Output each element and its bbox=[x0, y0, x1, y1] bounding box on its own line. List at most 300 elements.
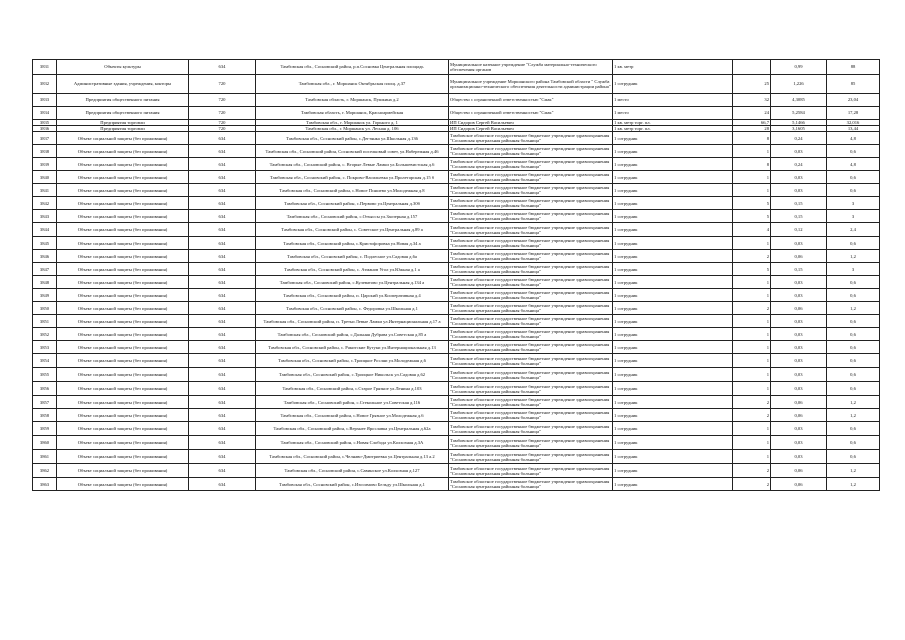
norm-coefficient: 0,06 bbox=[771, 396, 827, 409]
table-row bbox=[33, 210, 880, 223]
table-row bbox=[33, 145, 880, 158]
owner-name: Тамбовское областное государственное бюджетное учреждение здравоохранения "Сосновская центральная районная больница" bbox=[449, 368, 613, 382]
measure-unit: 1 сотрудник bbox=[613, 450, 733, 464]
table-row bbox=[33, 450, 880, 464]
owner-name: Тамбовское областное государственное бюджетное учреждение здравоохранения "Сосновская центральная районная больница" bbox=[449, 158, 613, 171]
measure-unit: 1 сотрудник bbox=[613, 145, 733, 158]
unit-count: 2 bbox=[733, 250, 771, 263]
unit-count: 2 bbox=[733, 302, 771, 315]
row-number: 3854 bbox=[33, 354, 57, 368]
object-address: Тамбовская область, г. Моршанск, Пушкина д.2 bbox=[256, 94, 449, 107]
owner-name: Тамбовское областное государственное бюджетное учреждение здравоохранения "Сосновская центральная районная больница" bbox=[449, 409, 613, 422]
measure-unit: 1 сотрудник bbox=[613, 263, 733, 276]
norm-coefficient: 1,226 bbox=[771, 75, 827, 94]
object-code: 720 bbox=[189, 107, 256, 120]
measure-unit: 1 место bbox=[613, 107, 733, 120]
object-address: Тамбовская обл., Сосновский район, с.Троицкое Росляи ул.Молодежная д.6 bbox=[256, 354, 449, 368]
owner-name: Тамбовское областное государственное бюджетное учреждение здравоохранения "Сосновская центральная районная больница" bbox=[449, 263, 613, 276]
annual-volume: 1,2 bbox=[827, 396, 880, 409]
object-address: Тамбовская обл., Сосновский район, с.Троицкое Никольск ул.Садовая д.62 bbox=[256, 368, 449, 382]
owner-name: Тамбовское областное государственное бюджетное учреждение здравоохранения "Сосновская центральная районная больница" bbox=[449, 382, 613, 396]
object-address: Тамбовская обл., Сосновский район, с.Кристофоровка ул.Новая д.34 а bbox=[256, 237, 449, 250]
object-type: Объект социальной защиты (без проживания) bbox=[57, 210, 189, 223]
table-row bbox=[33, 396, 880, 409]
unit-count: 5 bbox=[733, 263, 771, 276]
table-row bbox=[33, 237, 880, 250]
annual-volume: 4,8 bbox=[827, 158, 880, 171]
annual-volume: 4,8 bbox=[827, 132, 880, 145]
object-code: 720 bbox=[189, 126, 256, 132]
owner-name: Тамбовское областное государственное бюджетное учреждение здравоохранения "Сосновская центральная районная больница" bbox=[449, 132, 613, 145]
owner-name: Тамбовское областное государственное бюджетное учреждение здравоохранения "Сосновская центральная районная больница" bbox=[449, 450, 613, 464]
owner-name: ИП Сидоров Сергей Васильевич bbox=[449, 126, 613, 132]
owner-name: Тамбовское областное государственное бюджетное учреждение здравоохранения "Сосновская центральная районная больница" bbox=[449, 145, 613, 158]
owner-name: ИП Сидоров Сергей Васильевич bbox=[449, 120, 613, 126]
row-number: 3863 bbox=[33, 478, 57, 491]
object-type: Объект социальной защиты (без проживания) bbox=[57, 328, 189, 341]
owner-name: Тамбовское областное государственное бюджетное учреждение здравоохранения "Сосновская центральная районная больница" bbox=[449, 422, 613, 436]
object-code: 634 bbox=[189, 464, 256, 478]
owner-name: Тамбовское областное государственное бюджетное учреждение здравоохранения "Сосновская центральная районная больница" bbox=[449, 328, 613, 341]
measure-unit: 1 сотрудник bbox=[613, 382, 733, 396]
unit-count: 1 bbox=[733, 184, 771, 197]
object-type: Объект социальной защиты (без проживания) bbox=[57, 368, 189, 382]
unit-count: 8 bbox=[733, 158, 771, 171]
unit-count: 1 bbox=[733, 276, 771, 289]
row-number: 3831 bbox=[33, 60, 57, 75]
owner-name: Тамбовское областное государственное бюджетное учреждение здравоохранения "Сосновская центральная районная больница" bbox=[449, 171, 613, 184]
object-type: Объект социальной защиты (без проживания) bbox=[57, 250, 189, 263]
unit-count: 5 bbox=[733, 197, 771, 210]
norm-coefficient: 3,1605 bbox=[771, 126, 827, 132]
measure-unit: 1 сотрудник bbox=[613, 223, 733, 237]
owner-name: Тамбовское областное государственное бюджетное учреждение здравоохранения "Сосновская центральная районная больница" bbox=[449, 250, 613, 263]
object-address: Тамбовская обл., Сосновский район, с.Новое Грязное ул.Молодежная д.6 bbox=[256, 409, 449, 422]
measure-unit: 1 сотрудник bbox=[613, 396, 733, 409]
object-type: Предприятия общественного питания bbox=[57, 107, 189, 120]
object-code: 634 bbox=[189, 276, 256, 289]
owner-name: Тамбовское областное государственное бюджетное учреждение здравоохранения "Сосновская центральная районная больница" bbox=[449, 464, 613, 478]
row-number: 3859 bbox=[33, 422, 57, 436]
owner-name: Тамбовское областное государственное бюджетное учреждение здравоохранения "Сосновская центральная районная больница" bbox=[449, 315, 613, 328]
norm-coefficient: 0,03 bbox=[771, 276, 827, 289]
annual-volume: 0,6 bbox=[827, 354, 880, 368]
unit-count: 1 bbox=[733, 436, 771, 450]
object-type: Объект социальной защиты (без проживания) bbox=[57, 478, 189, 491]
annual-volume: 3 bbox=[827, 263, 880, 276]
norm-coefficient: 0,24 bbox=[771, 158, 827, 171]
measure-unit: 1 сотрудник bbox=[613, 276, 733, 289]
object-address: Тамбовская обл., Сосновский район, с.Старое Грязное ул.Ленина д.103 bbox=[256, 382, 449, 396]
object-address: Тамбовская обл., г. Моршанск Октябрьская площ. д.37 bbox=[256, 75, 449, 94]
table-row bbox=[33, 94, 880, 107]
object-code: 634 bbox=[189, 436, 256, 450]
row-number: 3861 bbox=[33, 450, 57, 464]
measure-unit: 1 сотрудник bbox=[613, 197, 733, 210]
table-row bbox=[33, 315, 880, 328]
object-type: Объект социальной защиты (без проживания) bbox=[57, 409, 189, 422]
object-type: Предприятия общественного питания bbox=[57, 94, 189, 107]
object-type: Объекты культуры bbox=[57, 60, 189, 75]
annual-volume: 0,6 bbox=[827, 436, 880, 450]
table-row bbox=[33, 132, 880, 145]
object-code: 720 bbox=[189, 120, 256, 126]
row-number: 3858 bbox=[33, 409, 57, 422]
unit-count: 2 bbox=[733, 464, 771, 478]
row-number: 3850 bbox=[33, 302, 57, 315]
table-row bbox=[33, 409, 880, 422]
norm-coefficient: 0,15 bbox=[771, 197, 827, 210]
object-address: Тамбовская обл., Сосновский район, с. Советское ул.Центральная д.89 а bbox=[256, 223, 449, 237]
norm-coefficient: 0,06 bbox=[771, 464, 827, 478]
measure-unit: 1 сотрудник bbox=[613, 250, 733, 263]
row-number: 3851 bbox=[33, 315, 57, 328]
measure-unit: 1 кв. метр торг. пл. bbox=[613, 120, 733, 126]
owner-name: Тамбовское областное государственное бюджетное учреждение здравоохранения "Сосновская центральная районная больница" bbox=[449, 354, 613, 368]
norm-coefficient: 4,3085 bbox=[771, 94, 827, 107]
owner-name: Тамбовское областное государственное бюджетное учреждение здравоохранения "Сосновская центральная районная больница" bbox=[449, 396, 613, 409]
table-row bbox=[33, 197, 880, 210]
object-type: Объект социальной защиты (без проживания) bbox=[57, 354, 189, 368]
object-address: Тамбовская обл., Сосновский район, п. Царский ул.Кооперативная д.4 bbox=[256, 289, 449, 302]
object-type: Объект социальной защиты (без проживания) bbox=[57, 341, 189, 354]
measure-unit: 1 сотрудник bbox=[613, 75, 733, 94]
table-row bbox=[33, 60, 880, 75]
object-address: Тамбовская обл., Сосновский район, п. Третьи Левые Ламки ул.Интернациональная д.17 а bbox=[256, 315, 449, 328]
annual-volume: 85 bbox=[827, 75, 880, 94]
object-code: 634 bbox=[189, 354, 256, 368]
norm-coefficient: 0,03 bbox=[771, 422, 827, 436]
row-number: 3847 bbox=[33, 263, 57, 276]
annual-volume: 3 bbox=[827, 210, 880, 223]
unit-count: 2 bbox=[733, 396, 771, 409]
annual-volume: 0,6 bbox=[827, 171, 880, 184]
norm-coefficient: 0,15 bbox=[771, 263, 827, 276]
object-address: Тамбовская обл., Сосновский район, с. Ракитские Кутуки ул.Интернациональная д.13 bbox=[256, 341, 449, 354]
object-code: 634 bbox=[189, 422, 256, 436]
annual-volume: 2,4 bbox=[827, 223, 880, 237]
annual-volume: 0,6 bbox=[827, 422, 880, 436]
object-code: 634 bbox=[189, 60, 256, 75]
row-number: 3837 bbox=[33, 132, 57, 145]
registry-rows bbox=[33, 60, 880, 491]
owner-name: Тамбовское областное государственное бюджетное учреждение здравоохранения "Сосновская центральная районная больница" bbox=[449, 223, 613, 237]
unit-count: 66,7 bbox=[733, 120, 771, 126]
norm-coefficient: 0,03 bbox=[771, 368, 827, 382]
object-code: 634 bbox=[189, 158, 256, 171]
row-number: 3852 bbox=[33, 328, 57, 341]
object-address: Тамбовская обл., Сосновский район, Сосновский поселковый совет, ул.Набережная д.46 bbox=[256, 145, 449, 158]
object-code: 634 bbox=[189, 237, 256, 250]
object-address: Тамбовская обл., Сосновский район, с.Дальняя Дубрава ул.Советская д.85 а bbox=[256, 328, 449, 341]
object-type: Объект социальной защиты (без проживания) bbox=[57, 436, 189, 450]
row-number: 3853 bbox=[33, 341, 57, 354]
annual-volume: 1,2 bbox=[827, 478, 880, 491]
row-number: 3844 bbox=[33, 223, 57, 237]
object-type: Объект социальной защиты (без проживания) bbox=[57, 464, 189, 478]
object-code: 634 bbox=[189, 263, 256, 276]
object-code: 634 bbox=[189, 450, 256, 464]
norm-coefficient: 0,03 bbox=[771, 171, 827, 184]
object-type: Объект социальной защиты (без проживания) bbox=[57, 171, 189, 184]
object-address: Тамбовская обл., Сосновский район, с.Савинское ул.Колхозная д.127 bbox=[256, 464, 449, 478]
measure-unit: 1 сотрудник bbox=[613, 210, 733, 223]
norm-coefficient: 0,03 bbox=[771, 382, 827, 396]
object-type: Объект социальной защиты (без проживания) bbox=[57, 158, 189, 171]
table-row bbox=[33, 158, 880, 171]
row-number: 3835 bbox=[33, 120, 57, 126]
object-code: 634 bbox=[189, 409, 256, 422]
measure-unit: 1 сотрудник bbox=[613, 289, 733, 302]
object-code: 634 bbox=[189, 382, 256, 396]
row-number: 3857 bbox=[33, 396, 57, 409]
row-number: 3860 bbox=[33, 436, 57, 450]
measure-unit: 1 кв. метр bbox=[613, 60, 733, 75]
unit-count: 1 bbox=[733, 368, 771, 382]
unit-count: 1 bbox=[733, 237, 771, 250]
norm-coefficient: 0,12 bbox=[771, 223, 827, 237]
table-row bbox=[33, 478, 880, 491]
unit-count: 32 bbox=[733, 94, 771, 107]
object-code: 634 bbox=[189, 289, 256, 302]
object-type: Объект социальной защиты (без проживания) bbox=[57, 132, 189, 145]
table-row bbox=[33, 263, 880, 276]
unit-count: 1 bbox=[733, 328, 771, 341]
owner-name: Тамбовское областное государственное бюджетное учреждение здравоохранения "Сосновская центральная районная больница" bbox=[449, 436, 613, 450]
unit-count: 2 bbox=[733, 478, 771, 491]
row-number: 3848 bbox=[33, 276, 57, 289]
object-address: Тамбовская обл., г. Моршанск ул. Горького д. 1 bbox=[256, 120, 449, 126]
unit-count: 1 bbox=[733, 450, 771, 464]
norm-coefficient: 0,06 bbox=[771, 478, 827, 491]
table-row bbox=[33, 223, 880, 237]
object-type: Предприятия торговли bbox=[57, 120, 189, 126]
annual-volume: 0,6 bbox=[827, 315, 880, 328]
table-row bbox=[33, 436, 880, 450]
registry-table bbox=[32, 59, 880, 491]
owner-name: Тамбовское областное государственное бюджетное учреждение здравоохранения "Сосновская центральная районная больница" bbox=[449, 210, 613, 223]
norm-coefficient: 0,03 bbox=[771, 436, 827, 450]
owner-name: Тамбовское областное государственное бюджетное учреждение здравоохранения "Сосновская центральная районная больница" bbox=[449, 276, 613, 289]
object-address: Тамбовская обл., Сосновский район, с.Первово ул.Центральная д.30б bbox=[256, 197, 449, 210]
measure-unit: 1 сотрудник bbox=[613, 368, 733, 382]
row-number: 3856 bbox=[33, 382, 57, 396]
owner-name: Общество с ограниченной ответственностью "Смак" bbox=[449, 94, 613, 107]
table-row bbox=[33, 302, 880, 315]
measure-unit: 1 сотрудник bbox=[613, 302, 733, 315]
measure-unit: 1 сотрудник bbox=[613, 158, 733, 171]
annual-volume: 88 bbox=[827, 60, 880, 75]
table-row bbox=[33, 276, 880, 289]
annual-volume: 0,6 bbox=[827, 184, 880, 197]
norm-coefficient: 0,06 bbox=[771, 409, 827, 422]
object-address: Тамбовская обл., Сосновский район, с.Дегтянка ул.Школьная д.136 bbox=[256, 132, 449, 145]
norm-coefficient: 0,03 bbox=[771, 450, 827, 464]
annual-volume: 0,6 bbox=[827, 368, 880, 382]
measure-unit: 1 сотрудник bbox=[613, 436, 733, 450]
norm-coefficient: 0,06 bbox=[771, 250, 827, 263]
measure-unit: 1 сотрудник bbox=[613, 315, 733, 328]
measure-unit: 1 сотрудник bbox=[613, 354, 733, 368]
owner-name: Тамбовское областное государственное бюджетное учреждение здравоохранения "Сосновская центральная районная больница" bbox=[449, 237, 613, 250]
object-code: 634 bbox=[189, 197, 256, 210]
annual-volume: 0,6 bbox=[827, 382, 880, 396]
unit-count: 4 bbox=[733, 223, 771, 237]
table-row bbox=[33, 341, 880, 354]
object-type: Объект социальной защиты (без проживания) bbox=[57, 396, 189, 409]
row-number: 3833 bbox=[33, 94, 57, 107]
norm-coefficient: 0,03 bbox=[771, 145, 827, 158]
unit-count: 28 bbox=[733, 126, 771, 132]
annual-volume: 0,6 bbox=[827, 276, 880, 289]
measure-unit: 1 сотрудник bbox=[613, 132, 733, 145]
norm-coefficient: 0,03 bbox=[771, 341, 827, 354]
owner-name: Общество с ограниченной ответственностью "Смак" bbox=[449, 107, 613, 120]
table-row bbox=[33, 328, 880, 341]
table-row bbox=[33, 184, 880, 197]
object-code: 634 bbox=[189, 145, 256, 158]
annual-volume: 0,6 bbox=[827, 289, 880, 302]
object-code: 634 bbox=[189, 315, 256, 328]
annual-volume: 1,2 bbox=[827, 250, 880, 263]
annual-volume: 23,04 bbox=[827, 94, 880, 107]
object-code: 720 bbox=[189, 75, 256, 94]
unit-count: 1 bbox=[733, 315, 771, 328]
annual-volume: 0,6 bbox=[827, 328, 880, 341]
table-row bbox=[33, 464, 880, 478]
measure-unit: 1 кв. метр торг. пл. bbox=[613, 126, 733, 132]
annual-volume: 3 bbox=[827, 197, 880, 210]
object-type: Объект социальной защиты (без проживания) bbox=[57, 223, 189, 237]
unit-count: 1 bbox=[733, 382, 771, 396]
row-number: 3845 bbox=[33, 237, 57, 250]
unit-count: 5 bbox=[733, 210, 771, 223]
table-row bbox=[33, 171, 880, 184]
norm-coefficient: 5,2584 bbox=[771, 107, 827, 120]
annual-volume: 32,016 bbox=[827, 120, 880, 126]
row-number: 3840 bbox=[33, 171, 57, 184]
object-address: Тамбовская обл., Сосновский район, с.Отъяссы ул.Заозерная д.157 bbox=[256, 210, 449, 223]
object-type: Объект социальной защиты (без проживания) bbox=[57, 422, 189, 436]
object-address: Тамбовская обл., Сосновский район, с. Подлесное ул.Садовая д.6а bbox=[256, 250, 449, 263]
norm-coefficient: 0,99 bbox=[771, 60, 827, 75]
annual-volume: 0,6 bbox=[827, 237, 880, 250]
object-type: Административные здания, учреждения, конторы bbox=[57, 75, 189, 94]
owner-name: Тамбовское областное государственное бюджетное учреждение здравоохранения "Сосновская центральная районная больница" bbox=[449, 478, 613, 491]
object-type: Предприятия торговли bbox=[57, 126, 189, 132]
unit-count: 2 bbox=[733, 409, 771, 422]
object-code: 634 bbox=[189, 184, 256, 197]
owner-name: Муниципальное казенное учреждение "Служба материально-технического обеспечения органов bbox=[449, 60, 613, 75]
object-type: Объект социальной защиты (без проживания) bbox=[57, 289, 189, 302]
annual-volume: 1,2 bbox=[827, 302, 880, 315]
object-code: 634 bbox=[189, 132, 256, 145]
row-number: 3855 bbox=[33, 368, 57, 382]
object-type: Объект социальной защиты (без проживания) bbox=[57, 263, 189, 276]
object-code: 634 bbox=[189, 328, 256, 341]
annual-volume: 0,6 bbox=[827, 341, 880, 354]
owner-name: Муниципальное учреждение Моршанского района Тамбовской области " Служба организационно-технического обеспечения деятельности администрации района" bbox=[449, 75, 613, 94]
object-type: Объект социальной защиты (без проживания) bbox=[57, 315, 189, 328]
object-address: Тамбовская обл., Сосновский район, р.п.Сосновка Центральная площадь bbox=[256, 60, 449, 75]
norm-coefficient: 5,1466 bbox=[771, 120, 827, 126]
object-address: Тамбовская обл., Сосновский район, с.Стекольное ул.Советская д.116 bbox=[256, 396, 449, 409]
norm-coefficient: 0,24 bbox=[771, 132, 827, 145]
row-number: 3846 bbox=[33, 250, 57, 263]
object-address: Тамбовская обл., Сосновский район, с. Федоровка ул.Школьная д.1 bbox=[256, 302, 449, 315]
unit-count: 1 bbox=[733, 171, 771, 184]
table-row bbox=[33, 75, 880, 94]
table-row bbox=[33, 422, 880, 436]
annual-volume: 1,2 bbox=[827, 464, 880, 478]
object-code: 634 bbox=[189, 396, 256, 409]
row-number: 3843 bbox=[33, 210, 57, 223]
row-number: 3839 bbox=[33, 158, 57, 171]
row-number: 3836 bbox=[33, 126, 57, 132]
object-code: 634 bbox=[189, 302, 256, 315]
unit-count: 8 bbox=[733, 132, 771, 145]
object-address: Тамбовская обл., Сосновский район, с.Новое Псяшево ул.Молодежная д.8 bbox=[256, 184, 449, 197]
measure-unit: 1 сотрудник bbox=[613, 341, 733, 354]
row-number: 3841 bbox=[33, 184, 57, 197]
row-number: 3849 bbox=[33, 289, 57, 302]
owner-name: Тамбовское областное государственное бюджетное учреждение здравоохранения "Сосновская центральная районная больница" bbox=[449, 341, 613, 354]
norm-coefficient: 0,03 bbox=[771, 184, 827, 197]
unit-count: 1 bbox=[733, 354, 771, 368]
unit-count bbox=[733, 60, 771, 75]
object-code: 634 bbox=[189, 210, 256, 223]
object-code: 634 bbox=[189, 341, 256, 354]
measure-unit: 1 сотрудник bbox=[613, 409, 733, 422]
unit-count: 25 bbox=[733, 75, 771, 94]
unit-count: 1 bbox=[733, 341, 771, 354]
object-address: Тамбовская обл., Сосновский район, с.Кулеватово ул.Центральная д.134 а bbox=[256, 276, 449, 289]
norm-coefficient: 0,03 bbox=[771, 289, 827, 302]
owner-name: Тамбовское областное государственное бюджетное учреждение здравоохранения "Сосновская центральная районная больница" bbox=[449, 197, 613, 210]
measure-unit: 1 место bbox=[613, 94, 733, 107]
object-type: Объект социальной защиты (без проживания) bbox=[57, 302, 189, 315]
table-row bbox=[33, 354, 880, 368]
measure-unit: 1 сотрудник bbox=[613, 464, 733, 478]
object-type: Объект социальной защиты (без проживания) bbox=[57, 450, 189, 464]
unit-count: 24 bbox=[733, 107, 771, 120]
object-address: Тамбовская обл., Сосновский район, с.Челнаво-Дмитриевка ул.Центральная д.13 а.2 bbox=[256, 450, 449, 464]
owner-name: Тамбовское областное государственное бюджетное учреждение здравоохранения "Сосновская центральная районная больница" bbox=[449, 289, 613, 302]
object-code: 634 bbox=[189, 223, 256, 237]
object-address: Тамбовская область, г. Моршанск, Красноармейская bbox=[256, 107, 449, 120]
row-number: 3834 bbox=[33, 107, 57, 120]
object-type: Объект социальной защиты (без проживания) bbox=[57, 184, 189, 197]
row-number: 3838 bbox=[33, 145, 57, 158]
row-number: 3862 bbox=[33, 464, 57, 478]
measure-unit: 1 сотрудник bbox=[613, 237, 733, 250]
annual-volume: 0,6 bbox=[827, 145, 880, 158]
object-code: 634 bbox=[189, 171, 256, 184]
measure-unit: 1 сотрудник bbox=[613, 184, 733, 197]
measure-unit: 1 сотрудник bbox=[613, 328, 733, 341]
norm-coefficient: 0,03 bbox=[771, 237, 827, 250]
object-type: Объект социальной защиты (без проживания) bbox=[57, 237, 189, 250]
object-address: Тамбовская обл., г. Моршанск ул. Лесная д. 106 bbox=[256, 126, 449, 132]
unit-count: 1 bbox=[733, 289, 771, 302]
norm-coefficient: 0,06 bbox=[771, 302, 827, 315]
owner-name: Тамбовское областное государственное бюджетное учреждение здравоохранения "Сосновская центральная районная больница" bbox=[449, 302, 613, 315]
norm-coefficient: 0,03 bbox=[771, 315, 827, 328]
object-code: 634 bbox=[189, 368, 256, 382]
measure-unit: 1 сотрудник bbox=[613, 171, 733, 184]
object-address: Тамбовская обл., Сосновский район, с. Вторые Левые Ламки ул.Большевистская д.6 bbox=[256, 158, 449, 171]
object-type: Объект социальной защиты (без проживания) bbox=[57, 145, 189, 158]
